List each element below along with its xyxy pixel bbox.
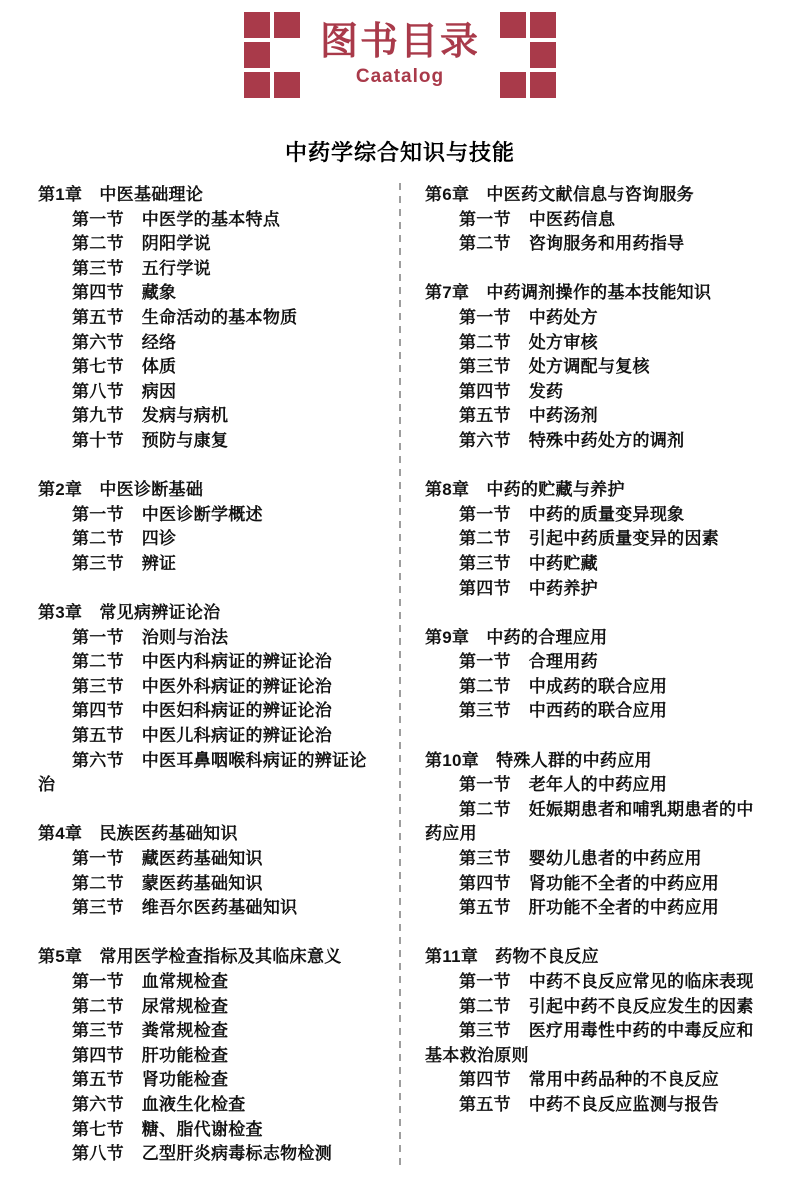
section-label: 第一节 <box>72 849 124 869</box>
section-label: 第一节 <box>459 972 511 991</box>
section-label: 第一节 <box>459 209 511 229</box>
section-entry <box>38 995 375 1020</box>
section-entry <box>38 1142 375 1167</box>
section-entry <box>425 306 762 331</box>
chapter-title: 常见病辨证论治 <box>99 603 221 623</box>
section-label: 第一节 <box>459 652 511 672</box>
section-title: 常用中药品种的不良反应 <box>528 1070 720 1090</box>
section-entry <box>425 1068 762 1093</box>
chapter-title: 常用医学检查指标及其临床意义 <box>99 947 342 967</box>
section-label: 第二节 <box>459 234 511 254</box>
section-label: 第一节 <box>72 209 124 229</box>
chapter-label: 第6章 <box>425 185 470 204</box>
section-label: 第六节 <box>72 750 124 770</box>
section-title: 中医儿科病证的辨证论治 <box>141 726 333 746</box>
section-entry <box>425 847 762 872</box>
section-entry <box>38 1093 375 1118</box>
section-label: 第四节 <box>459 381 511 401</box>
chapter-title: 中医基础理论 <box>99 185 204 204</box>
section-title: 中药贮藏 <box>528 553 598 573</box>
section-label: 第五节 <box>459 406 511 426</box>
section-label: 第四节 <box>72 283 124 303</box>
square-cell <box>244 42 270 68</box>
section-entry <box>38 1068 375 1093</box>
square-cell <box>530 12 556 38</box>
chapter-heading <box>38 945 375 970</box>
section-title: 发病与病机 <box>141 406 229 426</box>
catalog-header <box>0 12 800 98</box>
section-label: 第五节 <box>72 307 124 327</box>
section-label: 第八节 <box>72 381 124 401</box>
section-label: 第二节 <box>459 676 511 696</box>
chapter-block <box>38 601 375 798</box>
section-label: 第七节 <box>72 1119 124 1139</box>
chapter-title: 中药的贮藏与养护 <box>486 480 625 500</box>
section-label: 第二节 <box>72 529 124 549</box>
section-title: 中医诊断学概述 <box>141 504 263 524</box>
section-entry <box>425 577 762 602</box>
section-title: 尿常规检查 <box>141 996 229 1016</box>
square-cell <box>500 12 526 38</box>
section-label: 第四节 <box>72 701 124 721</box>
toc-column-left <box>38 183 375 1167</box>
chapter-block <box>425 626 762 724</box>
section-title: 血液生化检查 <box>141 1094 246 1114</box>
section-title: 中药汤剂 <box>528 406 598 426</box>
section-label: 第七节 <box>72 357 124 377</box>
section-entry <box>425 208 762 233</box>
section-title: 藏象 <box>141 283 177 303</box>
section-title: 肝功能不全者的中药应用 <box>528 898 720 918</box>
chapter-heading <box>38 822 375 847</box>
section-entry <box>425 798 762 847</box>
section-title: 合理用药 <box>528 652 598 672</box>
section-label: 第五节 <box>72 1070 124 1090</box>
chapter-label: 第11章 <box>425 947 479 967</box>
section-label: 第一节 <box>72 504 124 524</box>
chapter-title: 特殊人群的中药应用 <box>496 750 652 770</box>
chapter-heading <box>38 601 375 626</box>
section-entry <box>38 650 375 675</box>
section-entry <box>38 208 375 233</box>
section-label: 第九节 <box>72 406 124 426</box>
section-title: 中医外科病证的辨证论治 <box>141 676 333 696</box>
section-label: 第三节 <box>72 898 124 918</box>
section-title: 五行学说 <box>141 258 211 278</box>
section-entry <box>38 675 375 700</box>
section-label: 第三节 <box>459 357 511 377</box>
section-entry <box>425 331 762 356</box>
section-title: 乙型肝炎病毒标志物检测 <box>141 1144 333 1164</box>
section-entry <box>425 429 762 454</box>
section-label: 第二节 <box>72 234 124 254</box>
section-label: 第六节 <box>72 332 124 352</box>
section-entry <box>38 970 375 995</box>
chapter-label: 第10章 <box>425 750 480 770</box>
section-title: 血常规检查 <box>141 972 229 991</box>
chapter-label: 第1章 <box>38 185 83 204</box>
section-entry <box>38 306 375 331</box>
chapter-title: 中药调剂操作的基本技能知识 <box>486 283 712 303</box>
section-label: 第一节 <box>72 627 124 647</box>
section-title: 病因 <box>141 381 177 401</box>
section-label: 第三节 <box>72 258 124 278</box>
chapter-heading <box>425 626 762 651</box>
section-entry <box>38 1019 375 1044</box>
section-title: 妊娠期患者和哺乳期患者的中药应用 <box>425 799 754 844</box>
chapter-block <box>425 281 762 453</box>
section-label: 第六节 <box>459 430 511 450</box>
squares-motif-left-icon <box>244 12 300 98</box>
section-entry <box>38 749 375 798</box>
section-entry <box>38 896 375 921</box>
section-title: 体质 <box>141 357 177 377</box>
section-entry <box>38 724 375 749</box>
section-entry <box>38 380 375 405</box>
section-title: 中西药的联合应用 <box>528 701 668 721</box>
section-entry <box>425 650 762 675</box>
chapter-block <box>425 183 762 257</box>
section-entry <box>425 970 762 995</box>
chapter-title: 药物不良反应 <box>495 947 599 967</box>
section-entry <box>425 1019 762 1068</box>
section-title: 肝功能检查 <box>141 1045 229 1065</box>
section-title: 特殊中药处方的调剂 <box>528 430 685 450</box>
section-title: 糖、脂代谢检查 <box>141 1119 263 1139</box>
chapter-heading <box>425 281 762 306</box>
section-label: 第四节 <box>459 873 511 893</box>
section-title: 治则与治法 <box>141 627 229 647</box>
section-label: 第二节 <box>459 996 511 1016</box>
section-title: 蒙医药基础知识 <box>141 873 263 893</box>
section-label: 第二节 <box>72 652 124 672</box>
section-entry <box>38 503 375 528</box>
section-title: 引起中药不良反应发生的因素 <box>528 996 754 1016</box>
chapter-label: 第4章 <box>38 824 83 844</box>
section-label: 第四节 <box>459 1070 511 1090</box>
chapter-block <box>425 945 762 1117</box>
section-label: 第一节 <box>72 972 124 991</box>
chapter-block <box>38 822 375 920</box>
chapter-title: 中医药文献信息与咨询服务 <box>486 185 694 204</box>
section-entry <box>38 1044 375 1069</box>
chapter-title: 中药的合理应用 <box>486 627 608 647</box>
section-label: 第四节 <box>459 578 511 598</box>
section-entry <box>38 872 375 897</box>
section-entry <box>38 626 375 651</box>
toc <box>0 183 800 1167</box>
section-entry <box>425 527 762 552</box>
section-entry <box>425 503 762 528</box>
section-title: 肾功能检查 <box>141 1070 229 1090</box>
section-title: 阴阳学说 <box>141 234 211 254</box>
section-title: 中成药的联合应用 <box>528 676 668 696</box>
chapter-heading <box>425 183 762 208</box>
section-label: 第五节 <box>72 726 124 746</box>
square-cell <box>274 72 300 98</box>
chapter-block <box>38 945 375 1166</box>
chapter-block <box>425 749 762 921</box>
square-cell <box>530 72 556 98</box>
section-entry <box>425 896 762 921</box>
section-entry <box>425 552 762 577</box>
section-title: 引起中药质量变异的因素 <box>528 529 720 549</box>
section-title: 维吾尔医药基础知识 <box>141 898 298 918</box>
section-title: 肾功能不全者的中药应用 <box>528 873 720 893</box>
section-title: 辨证 <box>141 553 177 573</box>
section-label: 第一节 <box>459 504 511 524</box>
square-cell <box>244 72 270 98</box>
chapter-block <box>38 183 375 454</box>
section-label: 第一节 <box>459 775 511 795</box>
section-label: 第四节 <box>72 1045 124 1065</box>
section-title: 中药处方 <box>528 307 598 327</box>
section-entry <box>38 527 375 552</box>
toc-column-right <box>425 183 762 1167</box>
chapter-label: 第3章 <box>38 603 83 623</box>
square-cell <box>244 12 270 38</box>
square-cell <box>530 42 556 68</box>
section-entry <box>425 773 762 798</box>
chapter-label: 第2章 <box>38 480 83 500</box>
section-label: 第三节 <box>72 1021 124 1041</box>
chapter-label: 第7章 <box>425 283 470 303</box>
section-title: 中医妇科病证的辨证论治 <box>141 701 333 721</box>
square-cell <box>500 72 526 98</box>
chapter-heading <box>425 749 762 774</box>
section-label: 第十节 <box>72 430 124 450</box>
book-title: 中药学综合知识与技能 <box>284 140 515 165</box>
squares-motif-right-icon <box>500 12 556 98</box>
chapter-label: 第8章 <box>425 480 470 500</box>
section-title: 医疗用毒性中药的中毒反应和基本救治原则 <box>425 1021 754 1065</box>
chapter-label: 第5章 <box>38 947 83 967</box>
header-text-block <box>320 22 480 89</box>
section-entry <box>425 232 762 257</box>
section-title: 中药不良反应常见的临床表现 <box>528 972 754 991</box>
section-entry <box>425 872 762 897</box>
section-entry <box>38 281 375 306</box>
section-title: 中医内科病证的辨证论治 <box>141 652 333 672</box>
section-title: 老年人的中药应用 <box>528 775 668 795</box>
section-entry <box>425 1093 762 1118</box>
section-title: 中药的质量变异现象 <box>528 504 685 524</box>
section-entry <box>425 995 762 1020</box>
chapter-block <box>38 478 375 576</box>
section-label: 第二节 <box>459 529 511 549</box>
section-label: 第三节 <box>459 1021 511 1041</box>
section-title: 中医药信息 <box>528 209 616 229</box>
chapter-heading <box>38 478 375 503</box>
section-entry <box>38 847 375 872</box>
section-title: 咨询服务和用药指导 <box>528 234 685 254</box>
section-entry <box>38 1118 375 1143</box>
section-entry <box>38 257 375 282</box>
section-label: 第三节 <box>459 701 511 721</box>
section-label: 第五节 <box>459 898 511 918</box>
section-entry <box>425 404 762 429</box>
section-title: 处方调配与复核 <box>528 357 650 377</box>
section-title: 发药 <box>528 381 564 401</box>
section-entry <box>38 699 375 724</box>
section-entry <box>425 380 762 405</box>
section-label: 第二节 <box>459 332 511 352</box>
section-label: 第三节 <box>72 676 124 696</box>
section-title: 预防与康复 <box>141 430 229 450</box>
section-label: 第八节 <box>72 1144 124 1164</box>
section-label: 第三节 <box>459 849 511 869</box>
section-entry <box>38 429 375 454</box>
chapter-heading <box>425 945 762 970</box>
section-entry <box>38 331 375 356</box>
square-cell-empty <box>274 42 300 68</box>
section-label: 第六节 <box>72 1094 124 1114</box>
section-entry <box>425 675 762 700</box>
chapter-title: 中医诊断基础 <box>99 480 204 500</box>
section-entry <box>38 552 375 577</box>
section-title: 处方审核 <box>528 332 598 352</box>
section-title: 经络 <box>141 332 177 352</box>
section-label: 第三节 <box>459 553 511 573</box>
section-entry <box>425 699 762 724</box>
section-label: 第二节 <box>72 873 124 893</box>
section-label: 第二节 <box>72 996 124 1016</box>
catalog-subtitle: Caatalog <box>355 66 445 88</box>
chapter-heading <box>425 478 762 503</box>
section-entry <box>425 355 762 380</box>
section-title: 中药不良反应监测与报告 <box>528 1094 720 1114</box>
square-cell <box>274 12 300 38</box>
section-label: 第二节 <box>459 799 511 819</box>
square-cell-empty <box>500 42 526 68</box>
section-title: 婴幼儿患者的中药应用 <box>528 849 702 869</box>
section-title: 生命活动的基本物质 <box>141 307 298 327</box>
section-label: 第三节 <box>72 553 124 573</box>
section-label: 第一节 <box>459 307 511 327</box>
chapter-label: 第9章 <box>425 627 470 647</box>
section-label: 第五节 <box>459 1094 511 1114</box>
section-entry <box>38 355 375 380</box>
chapter-heading <box>38 183 375 208</box>
section-title: 中医学的基本特点 <box>141 209 281 229</box>
catalog-title: 图书目录 <box>319 20 480 63</box>
section-title: 中药养护 <box>528 578 598 598</box>
column-divider <box>399 183 401 1167</box>
section-entry <box>38 404 375 429</box>
section-title: 四诊 <box>141 529 177 549</box>
section-title: 藏医药基础知识 <box>141 849 263 869</box>
section-title: 中医耳鼻咽喉科病证的辨证论治 <box>38 750 367 795</box>
chapter-title: 民族医药基础知识 <box>99 824 238 844</box>
section-entry <box>38 232 375 257</box>
chapter-block <box>425 478 762 601</box>
section-title: 粪常规检查 <box>141 1021 229 1041</box>
